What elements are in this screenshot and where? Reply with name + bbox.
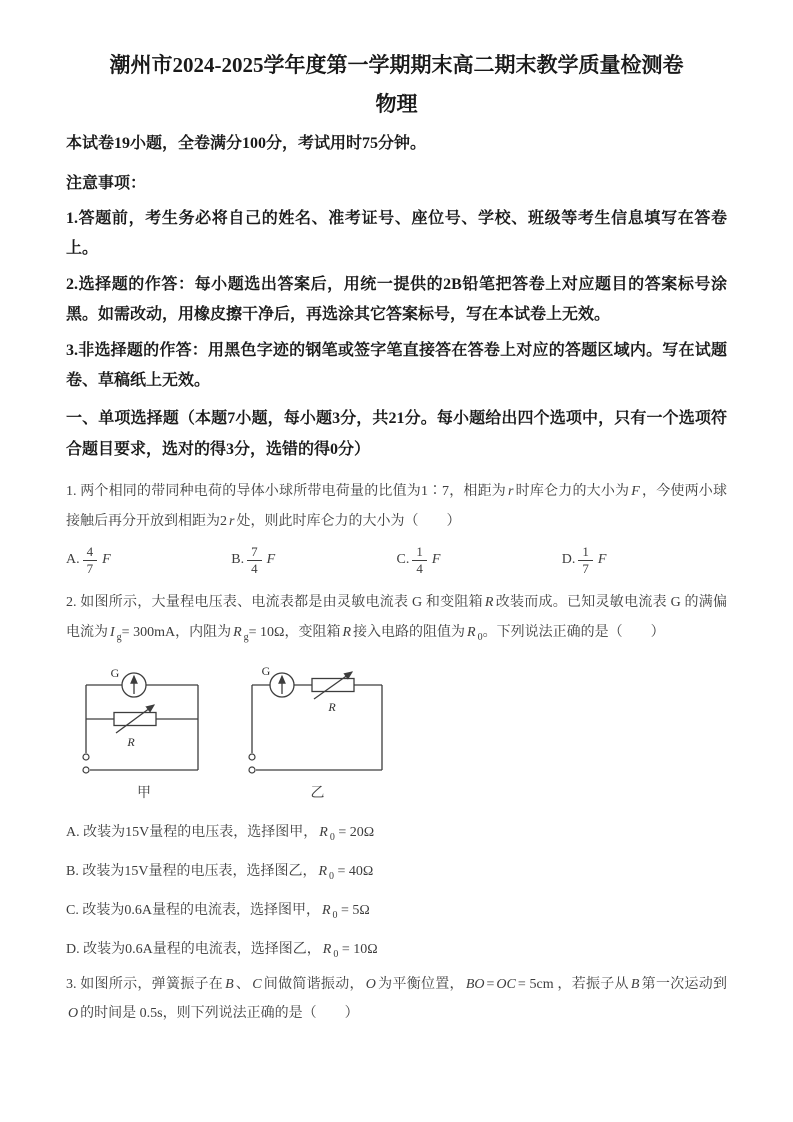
q3-var-C: C xyxy=(252,976,262,992)
option-variable: R xyxy=(318,863,328,879)
question-1-option-b xyxy=(231,544,396,576)
q3-text-run: 为平衡位置， xyxy=(377,976,464,992)
question-2-figure xyxy=(74,663,727,802)
q3-var-B: B xyxy=(225,976,234,992)
circuit-yi-caption: 乙 xyxy=(310,785,325,801)
q3-var-OC: OC xyxy=(496,976,516,992)
notice-item-1: 1.答题前，考生务必将自己的姓名、准考证号、座位号、学校、班级等考生信息填写在答卷上。 xyxy=(66,210,727,258)
q1-var-r: r xyxy=(229,513,235,529)
q1-text-run: ，今使两小球接触后再分开放到相距为2 xyxy=(66,484,728,529)
option-value: = 20Ω xyxy=(338,824,375,840)
option-variable: F xyxy=(102,552,111,568)
circuit-jia-caption: 甲 xyxy=(137,785,151,801)
q1-text-run: 处，则此时库仑力的大小为（ ） xyxy=(236,513,461,529)
option-variable: R xyxy=(322,941,332,957)
question-2-option-b xyxy=(66,860,727,880)
galvanometer-label: G xyxy=(261,663,271,678)
fraction-denominator: 4 xyxy=(416,560,423,576)
circuit-jia xyxy=(74,663,214,802)
q2-text-run: = 10Ω，变阻箱 xyxy=(248,624,341,640)
question-3-text xyxy=(66,970,727,1029)
q2-text-run: 接入电路的阻值为 xyxy=(353,624,466,640)
q1-text-run: 时库仑力的大小为 xyxy=(515,484,630,500)
fraction-denominator: 4 xyxy=(251,560,258,576)
question-1-options xyxy=(66,544,727,576)
option-label: B. xyxy=(66,863,79,879)
option-variable: R xyxy=(321,902,331,918)
q3-text-run: = 5cm ，若振子从 xyxy=(517,976,629,992)
option-label: C. xyxy=(396,552,410,568)
circuit-yi xyxy=(240,663,395,802)
q2-sub-0: 0 xyxy=(477,631,483,643)
resistor-label: R xyxy=(328,699,336,714)
exam-title: 潮州市2024-2025学年度第一学期期末高二期末教学质量检测卷 xyxy=(109,53,684,77)
question-2-option-a xyxy=(66,821,727,841)
galvanometer-label: G xyxy=(110,665,120,680)
q2-var-R: R xyxy=(342,624,352,640)
option-label: B. xyxy=(231,552,245,568)
question-1-option-a xyxy=(66,544,231,576)
q1-text-run: 1. 两个相同的带同种电荷的导体小球所带电荷量的比值为1∶7，相距为 xyxy=(66,484,506,500)
option-text: 改装为15V量程的电压表，选择图甲， xyxy=(83,824,318,840)
q3-var-O: O xyxy=(365,976,376,992)
q2-var-R: R xyxy=(484,595,494,611)
question-2-option-d xyxy=(66,938,727,958)
q2-sub-g: g xyxy=(243,631,249,643)
option-text: 改装为0.6A量程的电流表，选择图乙， xyxy=(83,941,321,957)
option-subscript: 0 xyxy=(332,909,338,921)
q2-var-R0: R xyxy=(467,624,476,640)
q3-text-run: = xyxy=(486,976,495,992)
section-1-heading: 一、单项选择题（本题7小题，每小题3分，共21分。每小题给出四个选项中，只有一个选项符合题目要求，选对的得3分，选错的得0分） xyxy=(66,410,727,458)
option-subscript: 0 xyxy=(333,948,339,960)
fraction-numerator: 1 xyxy=(578,544,593,561)
q3-var-B: B xyxy=(630,976,640,992)
option-value: = 40Ω xyxy=(337,863,374,879)
question-1-option-d xyxy=(562,544,727,576)
option-label: D. xyxy=(561,552,576,568)
fraction xyxy=(412,544,427,576)
question-1-option-c xyxy=(397,544,562,576)
fraction-denominator: 7 xyxy=(582,560,589,576)
terminal-icon xyxy=(249,767,255,773)
q3-var-O: O xyxy=(68,1006,79,1022)
exam-subject: 物理 xyxy=(375,91,418,116)
question-1-text xyxy=(66,477,727,536)
q3-text-run: 间做简谐振动， xyxy=(263,976,364,992)
q2-var-Rg: R xyxy=(233,624,242,640)
fraction xyxy=(578,544,593,576)
terminal-icon xyxy=(83,767,89,773)
option-variable: R xyxy=(319,824,328,840)
fraction-numerator: 1 xyxy=(412,544,427,561)
q2-text-run: = 300mA，内阻为 xyxy=(121,624,232,640)
option-label: A. xyxy=(66,552,80,568)
fraction xyxy=(83,544,98,576)
resistor-label: R xyxy=(127,734,135,749)
q2-text-run: 。下列说法正确的是（ ） xyxy=(482,624,665,640)
option-variable: F xyxy=(431,552,441,568)
fraction-numerator: 4 xyxy=(83,544,98,561)
notice-item-3: 3.非选择题的作答：用黑色字迹的钢笔或签字笔直接答在答卷上对应的答题区域内。写在试题卷、草稿纸上无效。 xyxy=(66,341,727,390)
q3-text-run: 的时间是 0.5s，则下列说法正确的是（ ） xyxy=(80,1006,359,1022)
q1-var-r: r xyxy=(508,484,514,500)
q2-var-Ig: I xyxy=(110,624,115,640)
option-label: D. xyxy=(66,941,80,957)
circuit-yi-diagram xyxy=(240,663,395,781)
fraction-numerator: 7 xyxy=(247,544,262,561)
option-label: A. xyxy=(66,824,80,840)
option-subscript: 0 xyxy=(329,870,335,882)
fraction xyxy=(247,544,262,576)
q3-text-run: 第一次运动到 xyxy=(641,976,728,992)
notice-item-2: 2.选择题的作答：每小题选出答案后，用统一提供的2B铅笔把答卷上对应题目的答案标号涂黑。如需改动，用橡皮擦干净后，再选涂其它答案标号，写在本试卷上无效。 xyxy=(66,275,727,324)
q2-text-run: 2. 如图所示，大量程电压表、电流表都是由灵敏电流表 G 和变阻箱 xyxy=(66,595,483,611)
fraction-denominator: 7 xyxy=(86,560,94,576)
terminal-icon xyxy=(249,754,255,760)
option-variable: F xyxy=(597,552,607,568)
option-text: 改装为15V量程的电压表，选择图乙， xyxy=(82,863,317,879)
terminal-icon xyxy=(83,754,89,760)
circuit-jia-diagram xyxy=(74,663,214,781)
q1-var-F: F xyxy=(631,484,640,500)
q3-text-run: 3. 如图所示，弹簧振子在 xyxy=(66,976,224,992)
notices-heading: 注意事项： xyxy=(66,175,147,193)
option-value: = 5Ω xyxy=(341,902,370,918)
question-2-text xyxy=(66,588,727,647)
q3-var-BO: BO xyxy=(465,976,485,992)
q3-text-run: 、 xyxy=(235,976,251,992)
option-text: 改装为0.6A量程的电流表，选择图甲， xyxy=(82,902,320,918)
option-value: = 10Ω xyxy=(341,941,378,957)
option-subscript: 0 xyxy=(329,831,335,843)
exam-info: 本试卷19小题，全卷满分100分，考试用时75分钟。 xyxy=(66,134,427,152)
q2-sub-g: g xyxy=(116,631,122,643)
q2-text-run: 改装而成。已知灵敏电流表 G 的满偏电流为 xyxy=(66,595,727,640)
option-label: C. xyxy=(66,902,79,918)
option-variable: F xyxy=(266,552,276,568)
question-2-option-c xyxy=(66,899,727,919)
